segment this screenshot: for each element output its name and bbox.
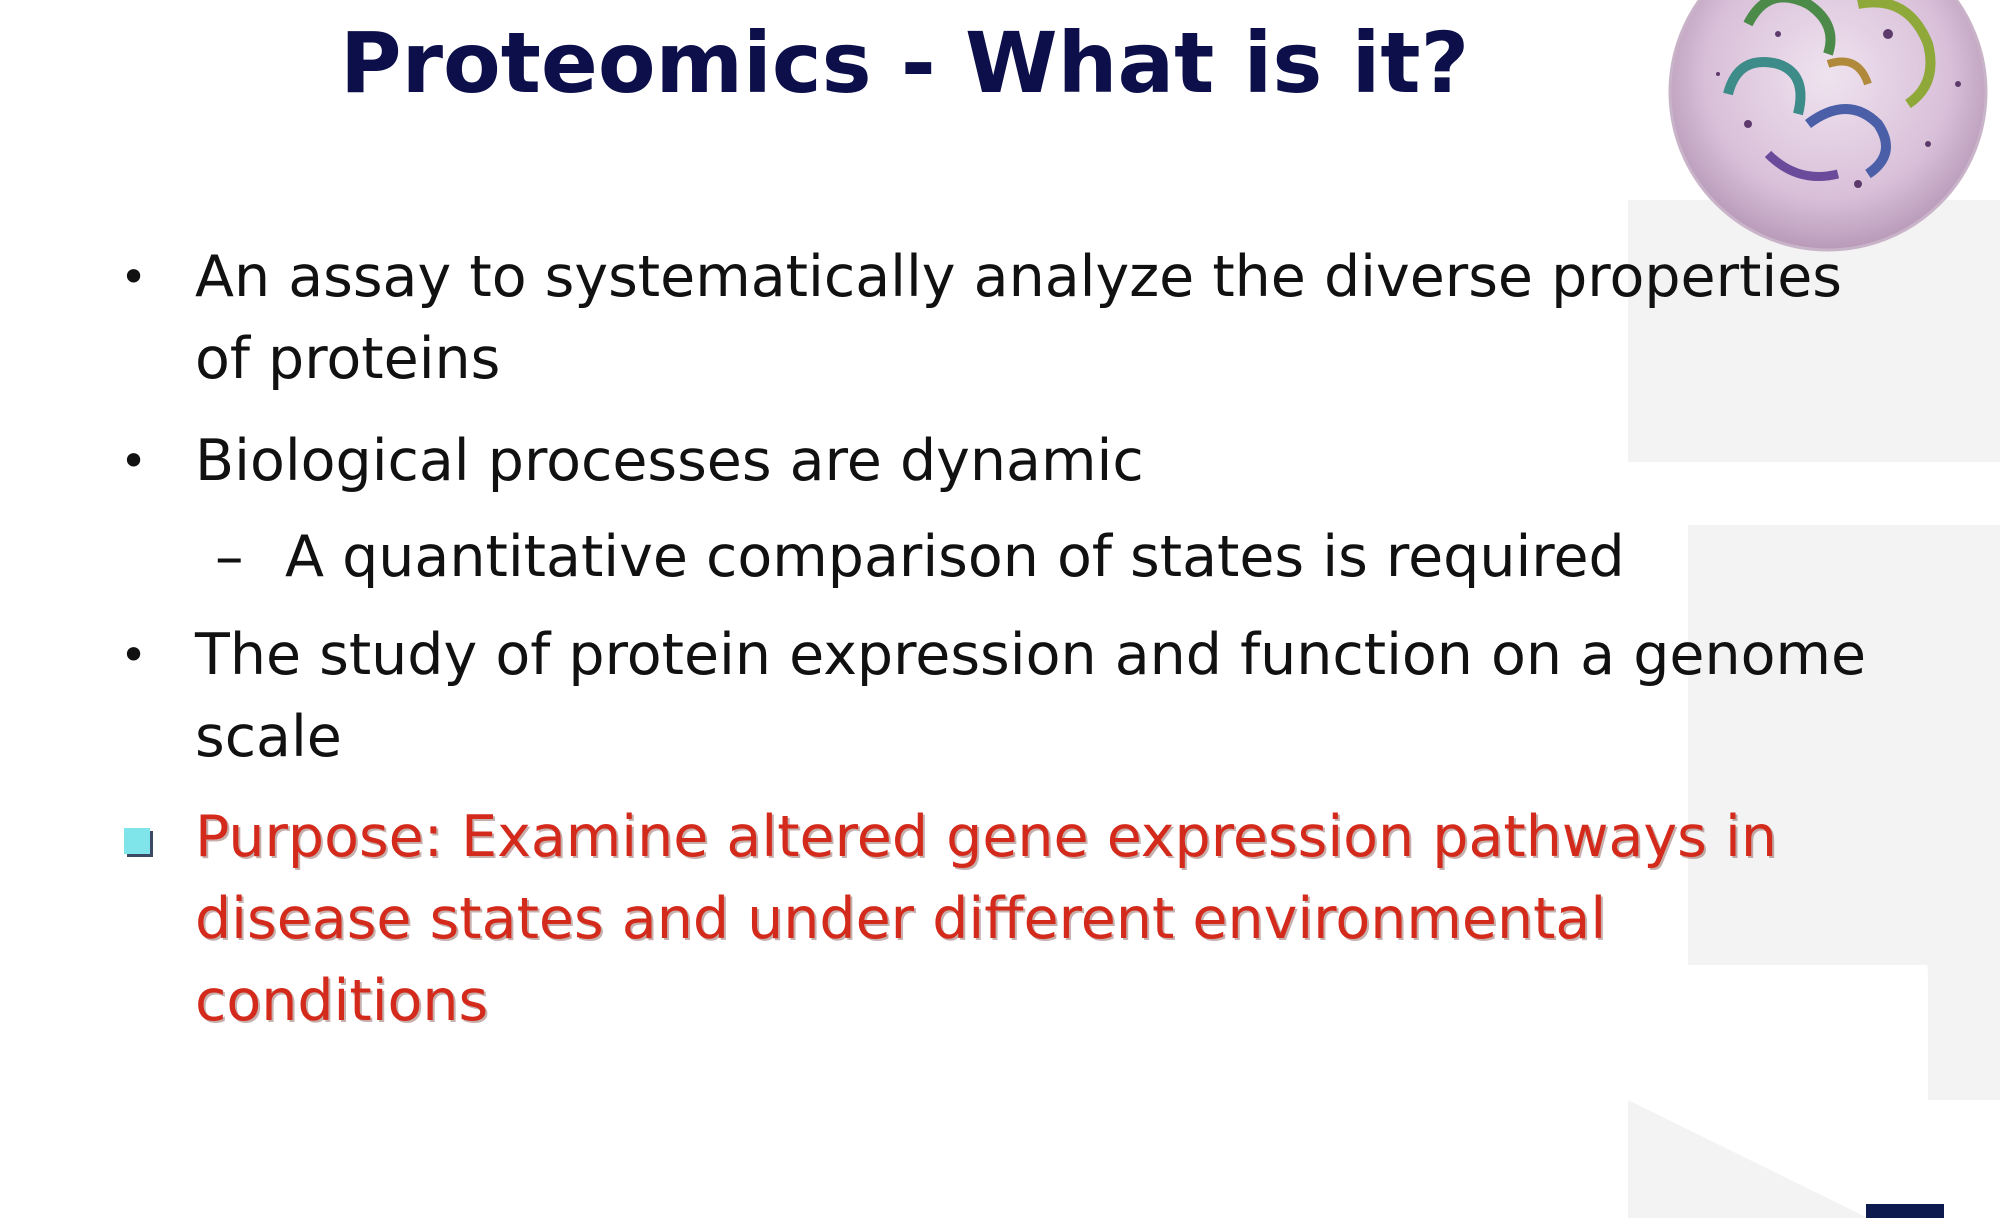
university-logo xyxy=(1866,1204,1944,1218)
bullet-text: Biological processes are dynamic xyxy=(195,428,1144,494)
sub-bullet-item xyxy=(110,516,1870,598)
bullet-marker: • xyxy=(120,628,148,682)
bullet-item xyxy=(110,236,1870,400)
slide-title: Proteomics - What is it? xyxy=(340,14,1470,112)
bullet-text: The study of protein expression and function on a genome scale xyxy=(195,622,1867,770)
bullet-marker: • xyxy=(120,434,148,488)
sub-bullet-text: A quantitative comparison of states is required xyxy=(285,524,1625,590)
purpose-text: Purpose: Examine altered gene expression pathways in disease states and under different environmental conditions xyxy=(195,804,1777,1034)
bullet-item xyxy=(110,420,1870,502)
protein-structure-image xyxy=(1628,0,2000,264)
slide-content xyxy=(110,236,1870,1042)
bullet-text: An assay to systematically analyze the diverse properties of proteins xyxy=(195,244,1842,392)
bullet-item xyxy=(110,614,1870,778)
bullet-marker: • xyxy=(120,250,148,304)
square-bullet-icon xyxy=(124,828,150,854)
dash-marker: – xyxy=(215,524,244,590)
purpose-statement xyxy=(110,796,1870,1042)
